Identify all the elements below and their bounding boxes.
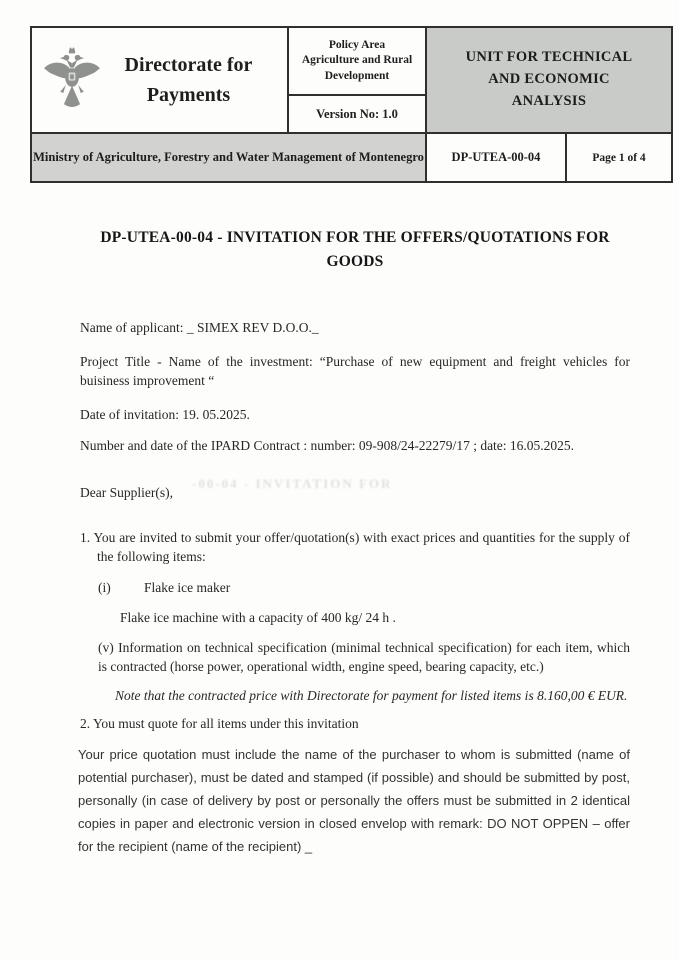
item-i-name: Flake ice maker [144, 580, 231, 595]
unit-cell: UNIT FOR TECHNICAL AND ECONOMIC ANALYSIS [426, 27, 672, 133]
ministry-cell: Ministry of Agriculture, Forestry and Water Management of Montenegro [31, 133, 426, 182]
contract-line: Number and date of the IPARD Contract : number: 09-908/24-22279/17 ; date: 16.05.2025. [80, 438, 575, 453]
org-name: Directorate for Payments [124, 54, 253, 106]
item-i-description: Flake ice machine with a capacity of 400 kg/ 24 h . [120, 610, 396, 625]
page-number-cell: Page 1 of 4 [566, 133, 672, 182]
point-2-paragraph: 2. You must quote for all items under this invitation [80, 716, 359, 731]
document-header-table [30, 26, 673, 183]
point-1-paragraph: 1. You are invited to submit your offer/quotation(s) with exact prices and quantities for the supply of the following items: [80, 530, 630, 564]
applicant-line: Name of applicant: _ SIMEX REV D.O.O._ [80, 320, 319, 335]
policy-area-cell [288, 27, 426, 133]
project-title-line: Project Title - Name of the investment: “Purchase of new equipment and freight vehicles for buisiness improvement “ [80, 354, 630, 388]
quotation-instructions-paragraph: Your price quotation must include the name of the purchaser to whom is submitted (name of potential purchaser), must be dated and stamped (if possible) and should be submitted by post, personally (in case of delivery by post or personally the offers must be submitted in 2 identical copies in paper and electronic version in closed envelop with remark: DO NOT OPPEN – offer for the recipient (name of the recipient) _ [78, 747, 630, 854]
item-i-label: (i) [98, 580, 111, 595]
document-body [80, 226, 630, 858]
salutation-line: Dear Supplier(s), [80, 485, 173, 500]
document-title: DP-UTEA-00-04 - INVITATION FOR THE OFFERS/QUOTATIONS FOR GOODS [100, 229, 610, 270]
item-v-paragraph: (v) Information on technical specification (minimal technical specification) for each item, which is contracted (horse power, operational width, engine speed, bearing capacity, etc.) [98, 640, 630, 674]
ink-bleed-artifact: -00-04 - INVITATION FOR [192, 476, 393, 491]
invitation-date-line: Date of invitation: 19. 05.2025. [80, 407, 250, 422]
contracted-price-note: Note that the contracted price with Directorate for payment for listed items is 8.160,00 € EUR. [115, 688, 628, 703]
item-i-line [98, 578, 630, 597]
montenegro-coat-of-arms-icon [40, 45, 104, 115]
policy-area-text: Policy Area Agriculture and Rural Development [289, 28, 425, 96]
version-label: Version No: 1.0 [316, 106, 398, 121]
org-cell [31, 27, 288, 133]
doc-code-cell: DP-UTEA-00-04 [426, 133, 566, 182]
